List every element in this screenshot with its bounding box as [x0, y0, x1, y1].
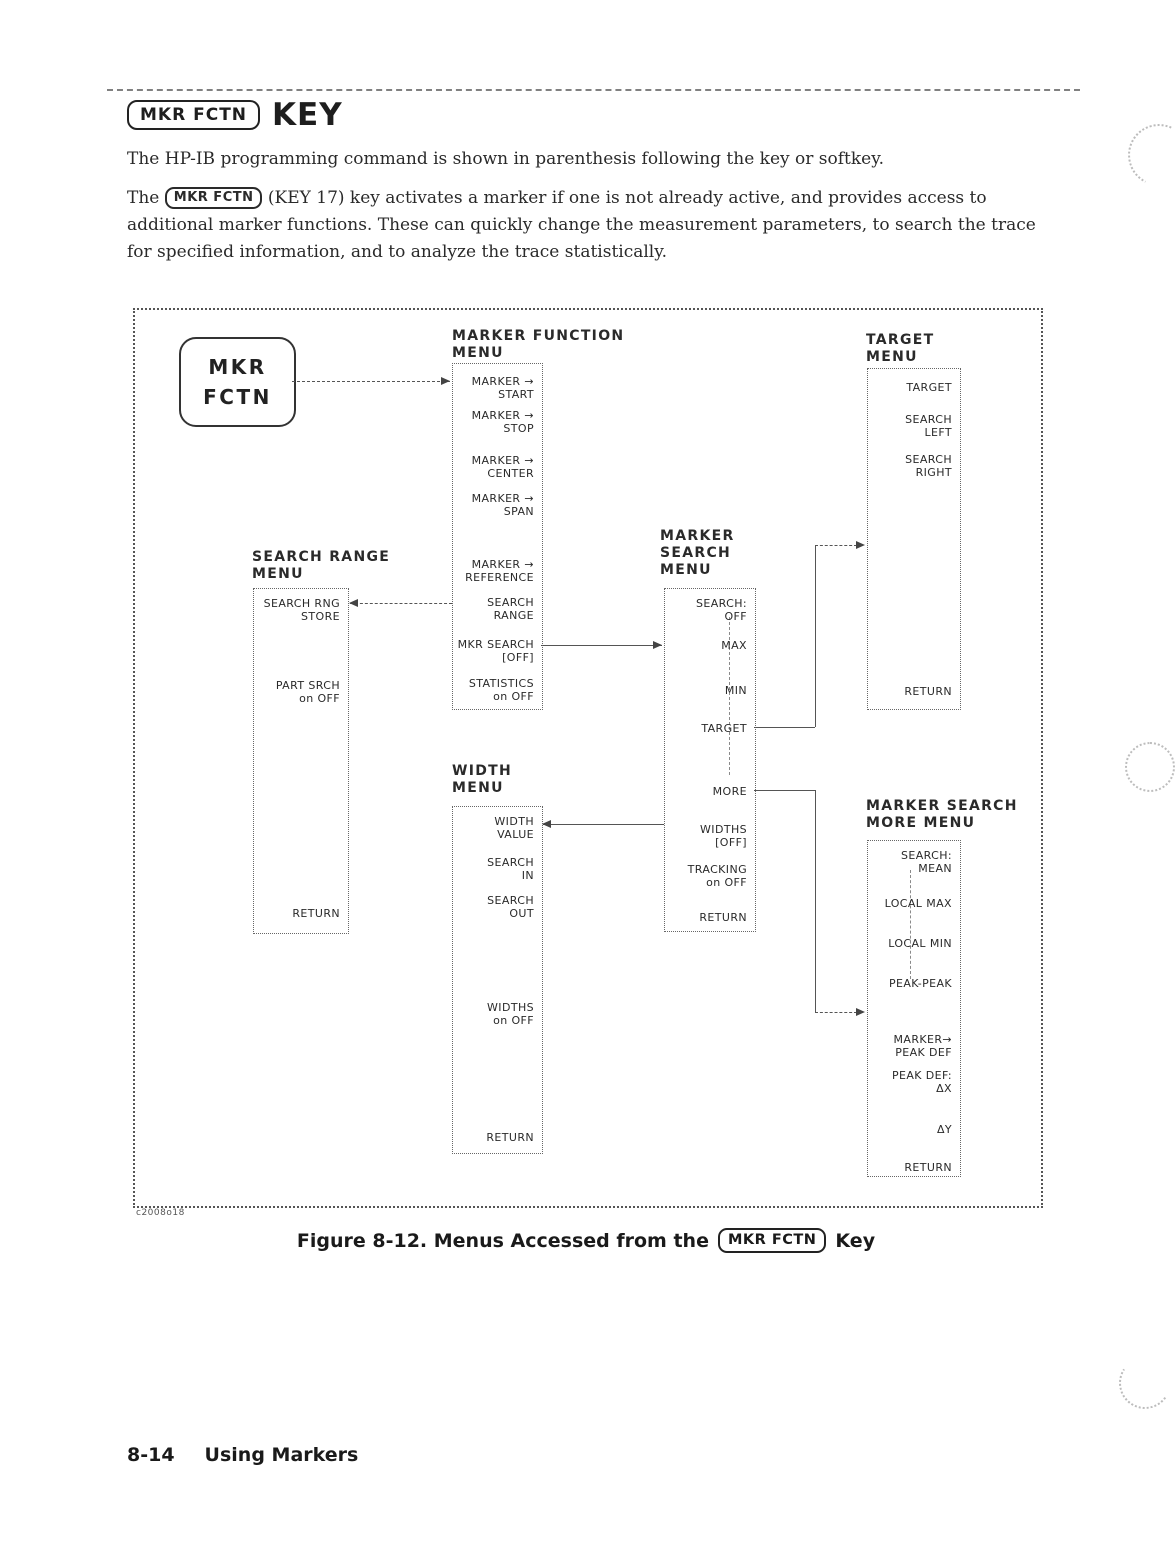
menu-item	[868, 977, 960, 990]
menu-item-line: RETURN	[292, 907, 340, 920]
menu-item-line: MKR SEARCH	[457, 638, 534, 651]
menu-item-line: SEARCH:	[695, 597, 747, 610]
menu-item-line: on OFF	[493, 1014, 534, 1027]
top-rule	[107, 89, 1080, 91]
scan-artifact-hole	[1114, 1352, 1176, 1414]
menu-item	[665, 722, 755, 735]
menu-item	[665, 785, 755, 798]
menu-item-line: SEARCH	[905, 453, 952, 466]
scan-artifact-hole	[1120, 116, 1176, 194]
mkr-fctn-key-button	[179, 337, 296, 427]
menu-item	[453, 558, 542, 584]
menu-item-line: SEARCH	[487, 894, 534, 907]
menu-item-line: CENTER	[487, 467, 534, 480]
menu-item-line: SPAN	[503, 505, 534, 518]
menu-title-line: MENU	[452, 345, 504, 361]
menu-item-line: LOCAL MIN	[888, 937, 952, 950]
arrowhead-icon	[856, 1008, 865, 1016]
menu-title-line: MENU	[660, 562, 712, 578]
menu-item-line: OUT	[509, 907, 534, 920]
menu-item	[868, 453, 960, 479]
key-button-line: FCTN	[203, 385, 272, 409]
menu-item-line: MORE	[712, 785, 747, 798]
description-paragraph	[127, 185, 1057, 266]
menu-item-line: RANGE	[493, 609, 534, 622]
menu-title-line: MARKER SEARCH	[866, 798, 1018, 814]
page-number: 8-14	[127, 1444, 175, 1466]
menu-item-line: PEAK DEF:	[891, 1069, 952, 1082]
menu-item	[868, 1123, 960, 1136]
menu-item-line: [OFF]	[715, 836, 747, 849]
menu-item	[665, 597, 755, 623]
section-title: Using Markers	[204, 1444, 359, 1466]
menu-item	[453, 492, 542, 518]
figure-code: c2008o18	[136, 1208, 185, 1218]
menu-item-line: STATISTICS	[468, 677, 534, 690]
menu-item-line: [OFF]	[502, 651, 534, 664]
menu-title-marker-function	[452, 328, 624, 362]
menu-item-line: RIGHT	[915, 466, 952, 479]
menu-item-line: TRACKING	[687, 863, 747, 876]
menu-item-line: STORE	[301, 610, 340, 623]
intro-paragraph: The HP-IB programming command is shown in parenthesis following the key or softkey.	[127, 149, 884, 169]
menu-item	[868, 1069, 960, 1095]
connector-target-horizontal	[754, 727, 815, 728]
menu-item	[453, 815, 542, 841]
menu-item	[665, 823, 755, 849]
description-after: (KEY 17) key activates a marker if one is not already active, and provides access to additional marker functions. These can quickly change the measurement parameters, to search the trace for specified information, and to analyze the trace statistically.	[127, 188, 1036, 262]
menu-title-target	[866, 332, 934, 366]
menu-title-marker-search	[660, 528, 735, 579]
menu-item	[453, 1131, 542, 1144]
menu-title-line: MENU	[252, 566, 304, 582]
menu-item	[665, 911, 755, 924]
menu-item-line: ΔY	[936, 1123, 952, 1136]
menu-item-line: WIDTHS	[487, 1001, 534, 1014]
menu-item-line: STOP	[503, 422, 534, 435]
description-before: The	[127, 188, 160, 208]
menu-search-range	[253, 588, 349, 934]
menu-item-line: PEAK DEF	[895, 1046, 952, 1059]
menu-item	[665, 684, 755, 697]
menu-item	[868, 1161, 960, 1174]
menu-item-line: RETURN	[699, 911, 747, 924]
menu-item	[665, 863, 755, 889]
menu-item-line: MARKER→	[893, 1033, 952, 1046]
menu-target	[867, 368, 961, 710]
menu-item	[453, 894, 542, 920]
page-footer	[127, 1444, 358, 1466]
menu-internal-connector	[910, 870, 911, 979]
menu-item-line: ΔX	[936, 1082, 952, 1095]
menu-item	[453, 1001, 542, 1027]
menu-item-line: TARGET	[906, 381, 952, 394]
menu-item	[868, 849, 960, 875]
menu-item	[254, 597, 348, 623]
menu-title-line: MENU	[866, 349, 918, 365]
page-header	[127, 97, 343, 133]
arrowhead-icon	[653, 641, 662, 649]
menu-item-line: SEARCH RNG	[263, 597, 340, 610]
menu-item-line: WIDTH	[494, 815, 534, 828]
menu-item-line: on OFF	[299, 692, 340, 705]
menu-item-line: SEARCH	[487, 856, 534, 869]
connector-mkr-search-to-marker-search	[541, 645, 662, 646]
menu-item-line: on OFF	[493, 690, 534, 703]
menu-marker-search	[664, 588, 756, 932]
menu-item	[868, 413, 960, 439]
menu-item-line: WIDTHS	[700, 823, 747, 836]
menu-item	[868, 381, 960, 394]
menu-item-line: RETURN	[904, 685, 952, 698]
menu-title-line: SEARCH RANGE	[252, 549, 391, 565]
menu-item-line: MARKER →	[471, 409, 534, 422]
menu-item-line: MARKER →	[471, 375, 534, 388]
inline-mkr-fctn-key: MKR FCTN	[165, 187, 263, 209]
menu-item	[453, 596, 542, 622]
menu-item-line: PEAK-PEAK	[888, 977, 952, 990]
menu-item-line: LOCAL MAX	[884, 897, 952, 910]
connector-target-vertical	[815, 545, 816, 727]
menu-title-line: MARKER FUNCTION	[452, 328, 625, 344]
key-button-line: MKR	[208, 355, 267, 379]
menu-item	[254, 907, 348, 920]
menu-title-line: WIDTH	[452, 763, 513, 779]
connector-key-to-marker-function	[292, 381, 450, 382]
menu-item-line: SEARCH	[487, 596, 534, 609]
menu-marker-function	[452, 363, 543, 710]
menu-item-line: LEFT	[924, 426, 952, 439]
menu-item	[453, 409, 542, 435]
menu-item-line: MARKER →	[471, 492, 534, 505]
caption-prefix: Figure 8-12. Menus Accessed from the	[296, 1229, 709, 1252]
menu-title-line: MENU	[452, 780, 504, 796]
menu-item-line: MEAN	[918, 862, 952, 875]
menu-item-line: MAX	[721, 639, 747, 652]
menu-item-line: RETURN	[486, 1131, 534, 1144]
menu-item	[254, 679, 348, 705]
caption-mkr-fctn-key: MKR FCTN	[718, 1228, 826, 1253]
menu-item-line: OFF	[724, 610, 747, 623]
menu-title-line: MARKER	[660, 528, 735, 544]
caption-suffix: Key	[835, 1229, 876, 1252]
connector-target-into-menu	[815, 545, 857, 546]
menu-item-line: MARKER →	[471, 558, 534, 571]
menu-item-line: IN	[521, 869, 534, 882]
menu-item-line: PART SRCH	[275, 679, 340, 692]
menu-item	[453, 677, 542, 703]
menu-title-search-range	[252, 549, 390, 583]
connector-search-range	[350, 603, 452, 604]
menu-item	[453, 375, 542, 401]
menu-item-line: MARKER →	[471, 454, 534, 467]
menu-marker-search-more	[867, 840, 961, 1177]
arrowhead-icon	[542, 820, 551, 828]
connector-widths-to-width-menu	[543, 824, 664, 825]
arrowhead-icon	[349, 599, 358, 607]
menu-item	[868, 897, 960, 910]
menu-width	[452, 806, 543, 1154]
menu-item-line: SEARCH	[905, 413, 952, 426]
menu-item	[868, 937, 960, 950]
connector-more-into-menu	[815, 1012, 857, 1013]
menu-item	[868, 685, 960, 698]
menu-item-line: TARGET	[701, 722, 747, 735]
menu-item-line: SEARCH:	[900, 849, 952, 862]
menu-item-line: MIN	[724, 684, 747, 697]
connector-more-horizontal	[754, 790, 815, 791]
menu-title-line: SEARCH	[660, 545, 732, 561]
menu-title-width	[452, 763, 512, 797]
scan-artifact-hole	[1125, 742, 1175, 792]
menu-item-line: VALUE	[497, 828, 534, 841]
menu-item-line: START	[498, 388, 534, 401]
menu-item	[453, 856, 542, 882]
menu-item	[453, 638, 542, 664]
mkr-fctn-key-badge: MKR FCTN	[127, 100, 260, 130]
menu-title-marker-search-more	[866, 798, 1018, 832]
connector-more-vertical	[815, 790, 816, 1012]
menu-item-line: RETURN	[904, 1161, 952, 1174]
arrowhead-icon	[856, 541, 865, 549]
figure-caption	[133, 1228, 1039, 1253]
menu-title-line: MORE MENU	[866, 815, 976, 831]
menu-item	[868, 1033, 960, 1059]
menu-item-line: on OFF	[706, 876, 747, 889]
page-title: KEY	[272, 97, 343, 133]
menu-item-line: REFERENCE	[465, 571, 534, 584]
menu-item	[665, 639, 755, 652]
menu-item	[453, 454, 542, 480]
menu-title-line: TARGET	[866, 332, 935, 348]
arrowhead-icon	[441, 377, 450, 385]
